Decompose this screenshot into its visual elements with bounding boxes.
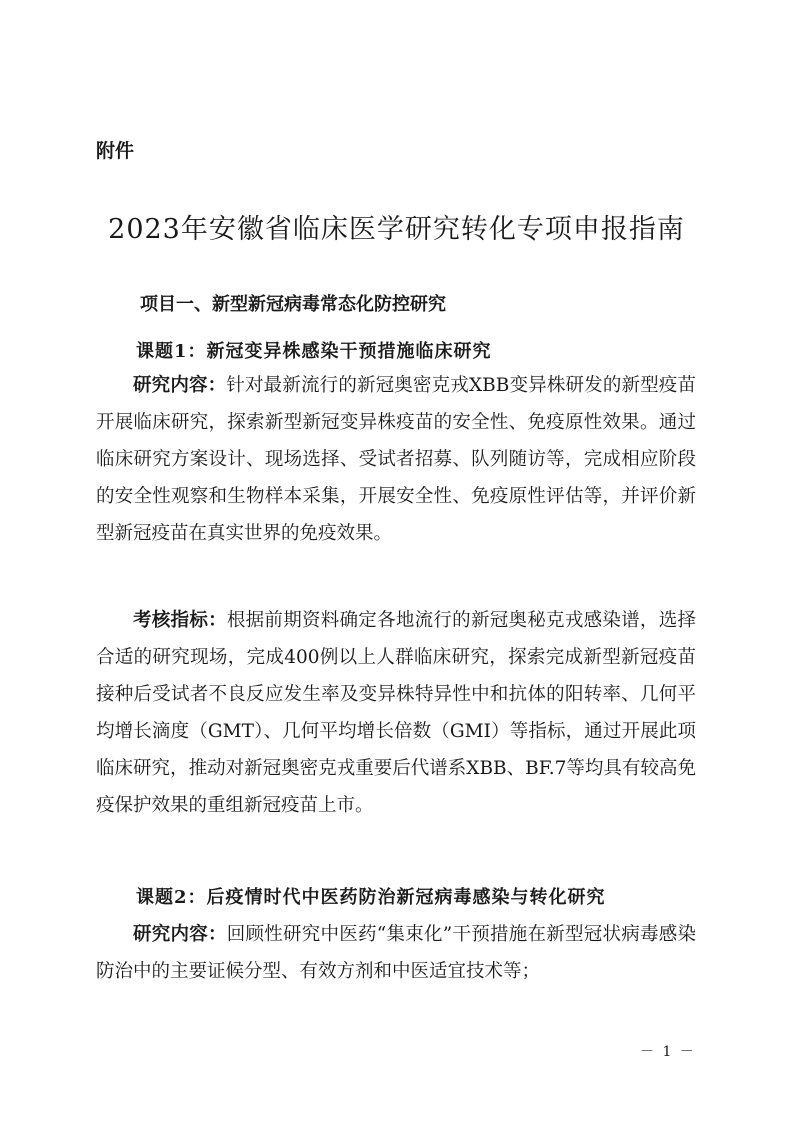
assessment-text: 根据前期资料确定各地流行的新冠奥秘克戎感染谱，选择合适的研究现场，完成400例以上人群临床研究，探索完成新型新冠疫苗接种后受试者不良反应发生率及变异株特异性中和抗体的阳转率、几何平均增长滴度（GMT）、几何平均增长倍数（GMI）等指标，通过开展此项临床研究，推动对新冠奥密克戎重要后代谱系XBB、BF.7等均具有较高免疫保护效果的重组新冠疫苗上市。	[96, 610, 696, 816]
research-content-label: 研究内容：	[133, 924, 227, 945]
topic-2-heading: 课题2：后疫情时代中医药防治新冠病毒感染与转化研究	[136, 887, 606, 908]
topic-1-assessment-paragraph	[96, 602, 696, 824]
page-number: － 1 －	[640, 1044, 696, 1060]
research-content-text: 针对最新流行的新冠奥密克戎XBB变异株研发的新型疫苗开展临床研究，探索新型新冠变异株疫苗的安全性、免疫原性效果。通过临床研究方案设计、现场选择、受试者招募、队列随访等，完成相应阶段的安全性观察和生物样本采集，开展安全性、免疫原性评估等，并评价新型新冠疫苗在真实世界的免疫效果。	[96, 375, 696, 544]
assessment-label: 考核指标：	[133, 610, 227, 631]
project-heading: 项目一、新型新冠病毒常态化防控研究	[140, 294, 446, 315]
topic-1-heading: 课题1：新冠变异株感染干预措施临床研究	[136, 341, 492, 362]
topic-1-research-paragraph	[96, 367, 696, 552]
attachment-label: 附件	[96, 140, 135, 162]
document-title: 2023年安徽省临床医学研究转化专项申报指南	[108, 214, 685, 245]
topic-2-research-paragraph	[96, 916, 696, 990]
research-content-text: 回顾性研究中医药“集束化”干预措施在新型冠状病毒感染防治中的主要证候分型、有效方剂和中医适宜技术等；	[96, 924, 696, 982]
research-content-label: 研究内容：	[133, 375, 227, 396]
